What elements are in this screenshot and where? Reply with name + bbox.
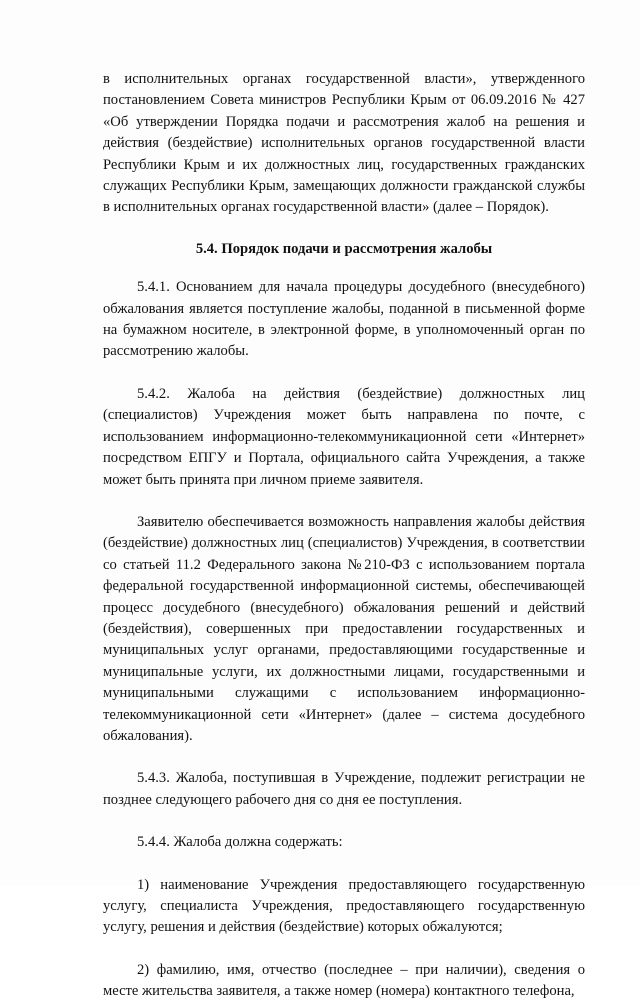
paragraph-5-4-2: 5.4.2. Жалоба на действия (бездействие) должностных лиц (специалистов) Учреждения может быть направлена по почте, с использованием информационно-телекоммуникационной сети «Интернет» посредством ЕПГУ и Портала, официального сайта Учреждения, а также может быть принята при личном приеме заявителя.	[103, 385, 585, 488]
document-body	[103, 69, 585, 1003]
paragraph-5-4-1: 5.4.1. Основанием для начала процедуры досудебного (внесудебного) обжалования является поступление жалобы, поданной в письменной форме на бумажном носителе, в электронной форме, в уполномоченный орган по рассмотрению жалобы.	[103, 279, 585, 360]
list-item-1: 1) наименование Учреждения предоставляющего государственную услугу, специалиста Учреждения, предоставляющего государственную услугу, решения и действия (бездействие) которых обжалуются;	[103, 876, 585, 936]
paragraph-appeal-system: Заявителю обеспечивается возможность направления жалобы действия (бездействие) должностных лиц (специалистов) Учреждения, в соответствии со статьей 11.2 Федерального закона №210-ФЗ с использованием портала федеральной государственной информационной системы, обеспечивающей процесс досудебного (внесудебного) обжалования решений и действий (бездействия), совершенных при предоставлении государственных и муниципальных услуг органами, предоставляющими государственные и муниципальные услуги, их должностными лицами, государственными и муниципальными служащими с использованием информационно-телекоммуникационной сети «Интернет» (далее – система досудебного обжалования).	[103, 513, 585, 744]
section-heading: 5.4. Порядок подачи и рассмотрения жалобы	[195, 240, 493, 257]
list-item-2: 2) фамилию, имя, отчество (последнее – при наличии), сведения о месте жительства заявителя, а также номер (номера) контактного телефона,	[103, 961, 585, 1000]
intro-paragraph: в исполнительных органах государственной власти», утвержденного постановлением Совета министров Республики Крым от 06.09.2016 № 427 «Об утверждении Порядка подачи и рассмотрения жалоб на решения и действия (бездействие) исполнительных органов государственной власти Республики Крым и их должностных лиц, государственных гражданских служащих Республики Крым, замещающих должности гражданской службы в исполнительных органах государственной власти» (далее – Порядок).	[103, 71, 585, 216]
paragraph-5-4-3: 5.4.3. Жалоба, поступившая в Учреждение, подлежит регистрации не позднее следующего рабочего дня со дня ее поступления.	[103, 770, 585, 808]
paragraph-5-4-4: 5.4.4. Жалоба должна содержать:	[137, 834, 343, 851]
